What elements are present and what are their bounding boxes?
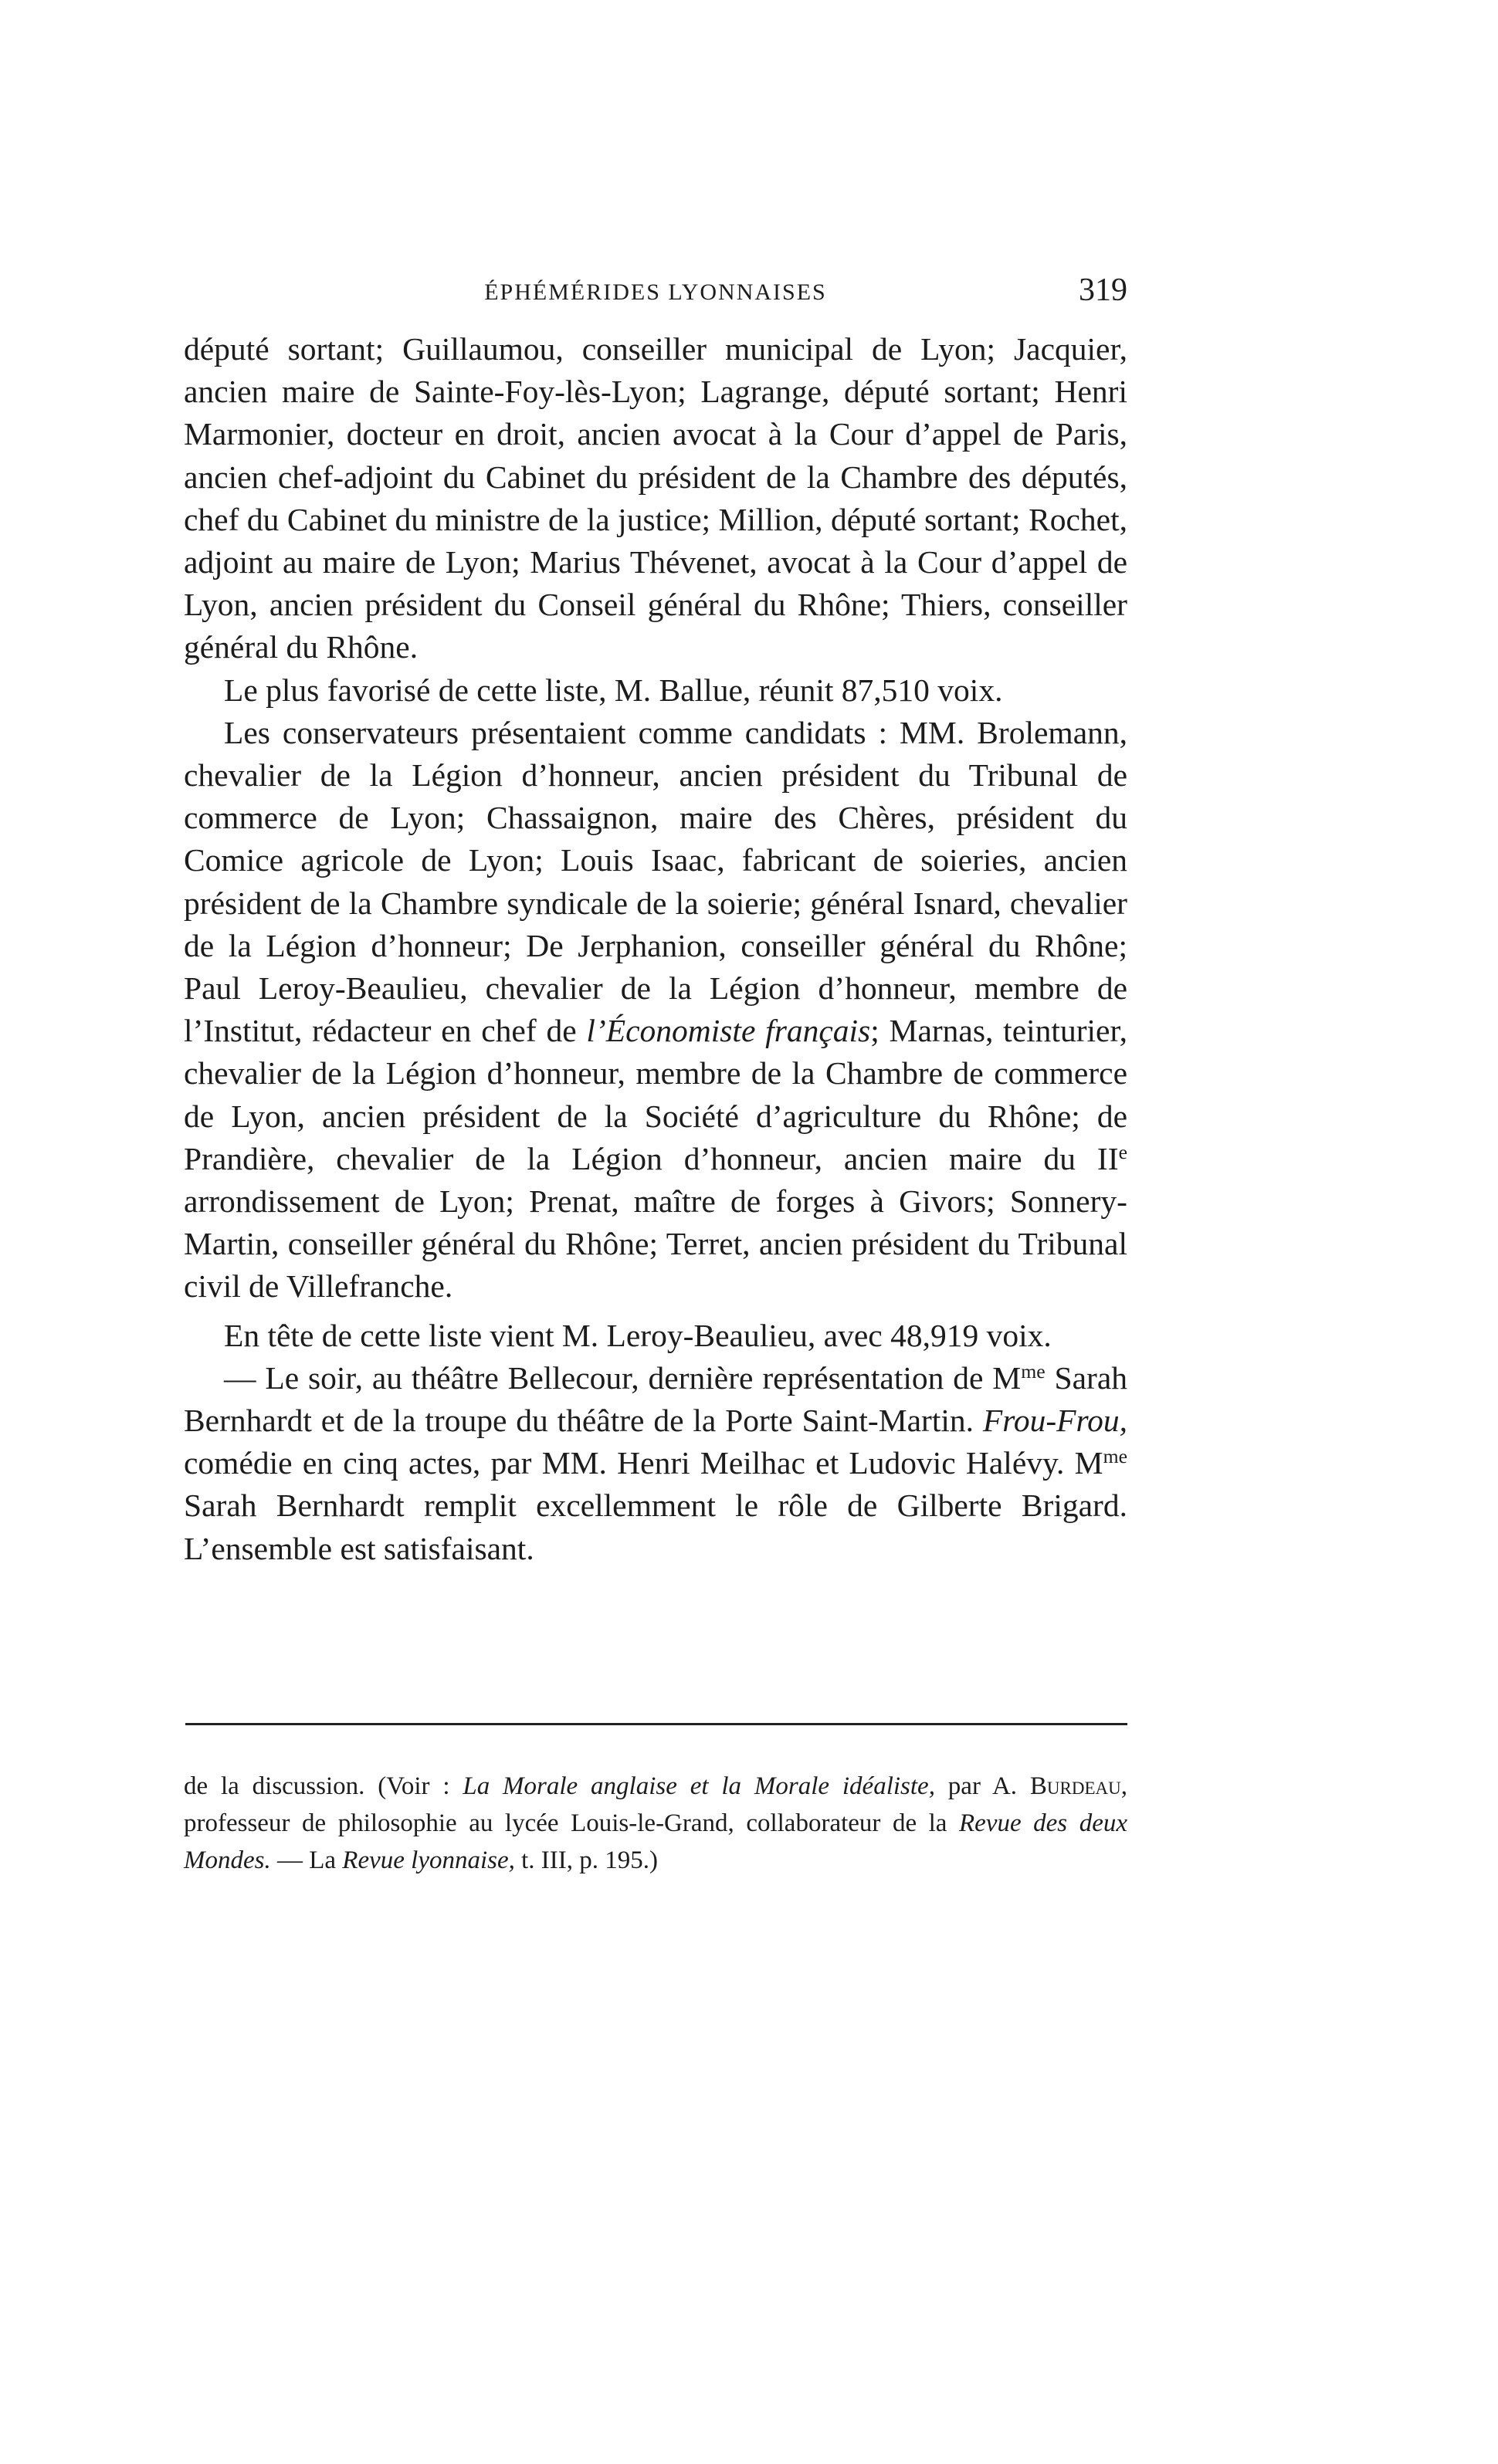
text-segment: arrondissement de Lyon; Prenat, maître de forges à Givors; Sonnery-Martin, conseiller général du Rhône; Terret, ancien président du Tribunal civil de Villefranche. [184,1183,1127,1305]
superscript: me [1103,1445,1127,1468]
text-segment: ; Marnas, teinturier, chevalier de la Légion d’honneur, membre de la Chambre de commerce de Lyon, ancien président de la Société d’agriculture du Rhône; de Prandière, chevalier de la Légion d’honneur, ancien maire du II [184,1013,1127,1176]
text-segment: — La [270,1846,343,1874]
text-segment: t. III, p. 195.) [514,1846,659,1874]
superscript: e [1118,1140,1127,1163]
paragraph-leroy-beaulieu-result: En tête de cette liste vient M. Leroy-Beaulieu, avec 48,919 voix. [224,1317,1052,1353]
paragraph-theatre-performance [184,1357,1127,1570]
italic-title: La Morale anglaise et la Morale idéaliste, [463,1772,935,1800]
text-segment: Les conservateurs présentaient comme candidats : MM. Brolemann, chevalier de la Légion d’honneur, ancien président du Tribunal de commerce de Lyon; Chassaignon, maire des Chères, président du Comice agricole de Lyon; Louis Isaac, fabricant de soieries, ancien président de la Chambre syndicale de la soierie; général Isnard, chevalier de la Légion d’honneur; De Jerphanion, conseiller général du Rhône; Paul Leroy-Beaulieu, chevalier de la Légion d’honneur, membre de l’Institut, rédacteur en chef de [184,714,1127,1049]
text-segment: — Le soir, au théâtre Bellecour, dernière représentation de M [224,1359,1022,1396]
text-segment: Sarah Bernhardt et de la troupe du théâtre de la Porte Saint-Martin. [184,1359,1127,1439]
author-name: Burdeau, [1029,1772,1127,1800]
footnote-separator [185,1723,1127,1725]
page-header [184,272,1127,318]
main-text [184,328,1127,1570]
italic-title: l’Économiste français [586,1013,871,1049]
superscript: me [1021,1359,1046,1383]
text-segment: professeur de philosophie au lycée Louis-le-Grand, collaborateur de la [184,1809,960,1837]
text-segment: Sarah Bernhardt remplit excellemment le rôle de Gilberte Brigard. L’ensemble est satisfaisant. [184,1488,1127,1566]
text-segment: de la discussion. (Voir : [184,1772,463,1800]
paragraph-conservative-candidates [184,712,1127,1308]
paragraph-candidates-continued: député sortant; Guillaumou, conseiller municipal de Lyon; Jacquier, ancien maire de Sainte-Foy-lès-Lyon; Lagrange, député sortant; Henri Marmonier, docteur en droit, ancien avocat à la Cour d’appel de Paris, ancien chef-adjoint du Cabinet du président de la Chambre des députés, chef du Cabinet du ministre de la justice; Million, député sortant; Rochet, adjoint au maire de Lyon; Marius Thévenet, avocat à la Cour d’appel de Lyon, ancien président du Conseil général du Rhône; Thiers, conseiller général du Rhône. [184,331,1127,665]
footnote [184,1768,1127,1879]
italic-title: Revue lyonnaise, [342,1846,515,1874]
italic-title: Frou-Frou, [982,1403,1127,1439]
italic-title: Revue des deux Mondes. [184,1809,1127,1874]
text-segment: par A. [934,1772,1030,1800]
text-segment: comédie en cinq actes, par MM. Henri Meilhac et Ludovic Halévy. M [184,1445,1103,1481]
footnote-text [184,1768,1127,1879]
paragraph-ballue-result: Le plus favorisé de cette liste, M. Ballue, réunit 87,510 voix. [224,672,1003,708]
page-number: 319 [1079,272,1127,308]
running-title: ÉPHÉMÉRIDES LYONNAISES [484,279,827,305]
